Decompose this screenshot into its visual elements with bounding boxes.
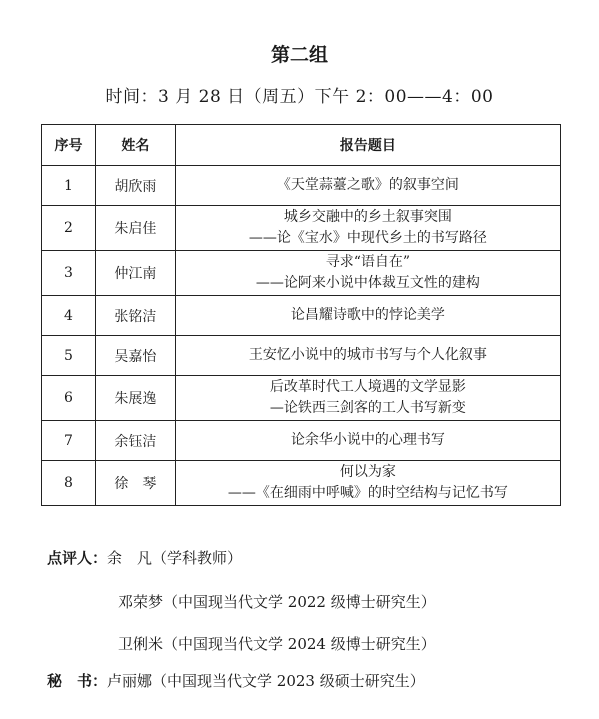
table-row [42, 166, 561, 206]
row-name: 余钰洁 [95, 421, 175, 461]
topic-line: 《天堂蒜薹之歌》的叙事空间 [276, 177, 459, 193]
header-topic: 报告题目 [175, 125, 560, 166]
reviewer-label: 点评人： [47, 549, 108, 567]
row-topic [175, 376, 560, 421]
table-header-row [42, 125, 561, 166]
row-number: 8 [42, 461, 96, 506]
header-name: 姓名 [95, 125, 175, 166]
row-topic [175, 166, 560, 206]
topic-line: 寻求“语自在” [325, 254, 411, 270]
topic-subline: ——论《宝水》中现代乡土的书写路径 [248, 230, 487, 246]
topic-line: 王安忆小说中的城市书写与个人化叙事 [248, 347, 487, 363]
table-row [42, 461, 561, 506]
topic-line: 城乡交融中的乡土叙事突围 [283, 209, 452, 225]
row-number: 6 [42, 376, 96, 421]
schedule-table [41, 124, 561, 506]
reviewer-name: 卫俐米（中国现当代文学 2024 级博士研究生） [118, 635, 436, 653]
topic-line: 何以为家 [339, 464, 396, 480]
topic-line: 论余华小说中的心理书写 [290, 432, 445, 448]
schedule-time: 时间：3 月 28 日（周五）下午 2：00——4：00 [105, 87, 494, 107]
secretary-name: 卢丽娜（中国现当代文学 2023 级硕士研究生） [107, 672, 425, 690]
topic-line: 后改革时代工人境遇的文学显影 [269, 379, 466, 395]
row-name: 吴嘉怡 [95, 336, 175, 376]
row-topic [175, 206, 560, 251]
row-name: 张铭洁 [95, 296, 175, 336]
table-row [42, 251, 561, 296]
reviewer-name: 邓荣梦（中国现当代文学 2022 级博士研究生） [118, 593, 436, 611]
row-name: 仲江南 [95, 251, 175, 296]
topic-line: 论昌耀诗歌中的悖论美学 [290, 307, 445, 323]
row-topic [175, 336, 560, 376]
row-topic [175, 296, 560, 336]
secretary-label: 秘 书： [47, 672, 108, 690]
row-name: 徐 琴 [95, 461, 175, 506]
reviewer-name: 余 凡（学科教师） [107, 549, 243, 567]
reviewer-line-1 [47, 547, 242, 568]
reviewer-line-2 [118, 591, 436, 612]
topic-subline: —论铁西三剑客的工人书写新变 [269, 400, 466, 416]
row-topic [175, 421, 560, 461]
table-row [42, 421, 561, 461]
secretary-line [47, 670, 425, 691]
row-topic [175, 251, 560, 296]
reviewer-line-3 [118, 633, 436, 654]
table-row [42, 336, 561, 376]
row-number: 2 [42, 206, 96, 251]
row-name: 朱展逸 [95, 376, 175, 421]
row-number: 7 [42, 421, 96, 461]
row-number: 4 [42, 296, 96, 336]
row-name: 胡欣雨 [95, 166, 175, 206]
row-name: 朱启佳 [95, 206, 175, 251]
topic-subline: ——《在细雨中呼喊》的时空结构与记忆书写 [227, 485, 508, 501]
row-number: 3 [42, 251, 96, 296]
table-row [42, 376, 561, 421]
group-title: 第二组 [270, 44, 328, 66]
table-row [42, 206, 561, 251]
header-number: 序号 [42, 125, 96, 166]
row-number: 1 [42, 166, 96, 206]
row-topic [175, 461, 560, 506]
row-number: 5 [42, 336, 96, 376]
topic-subline: ——论阿来小说中体裁互文性的建构 [255, 275, 480, 291]
table-row [42, 296, 561, 336]
